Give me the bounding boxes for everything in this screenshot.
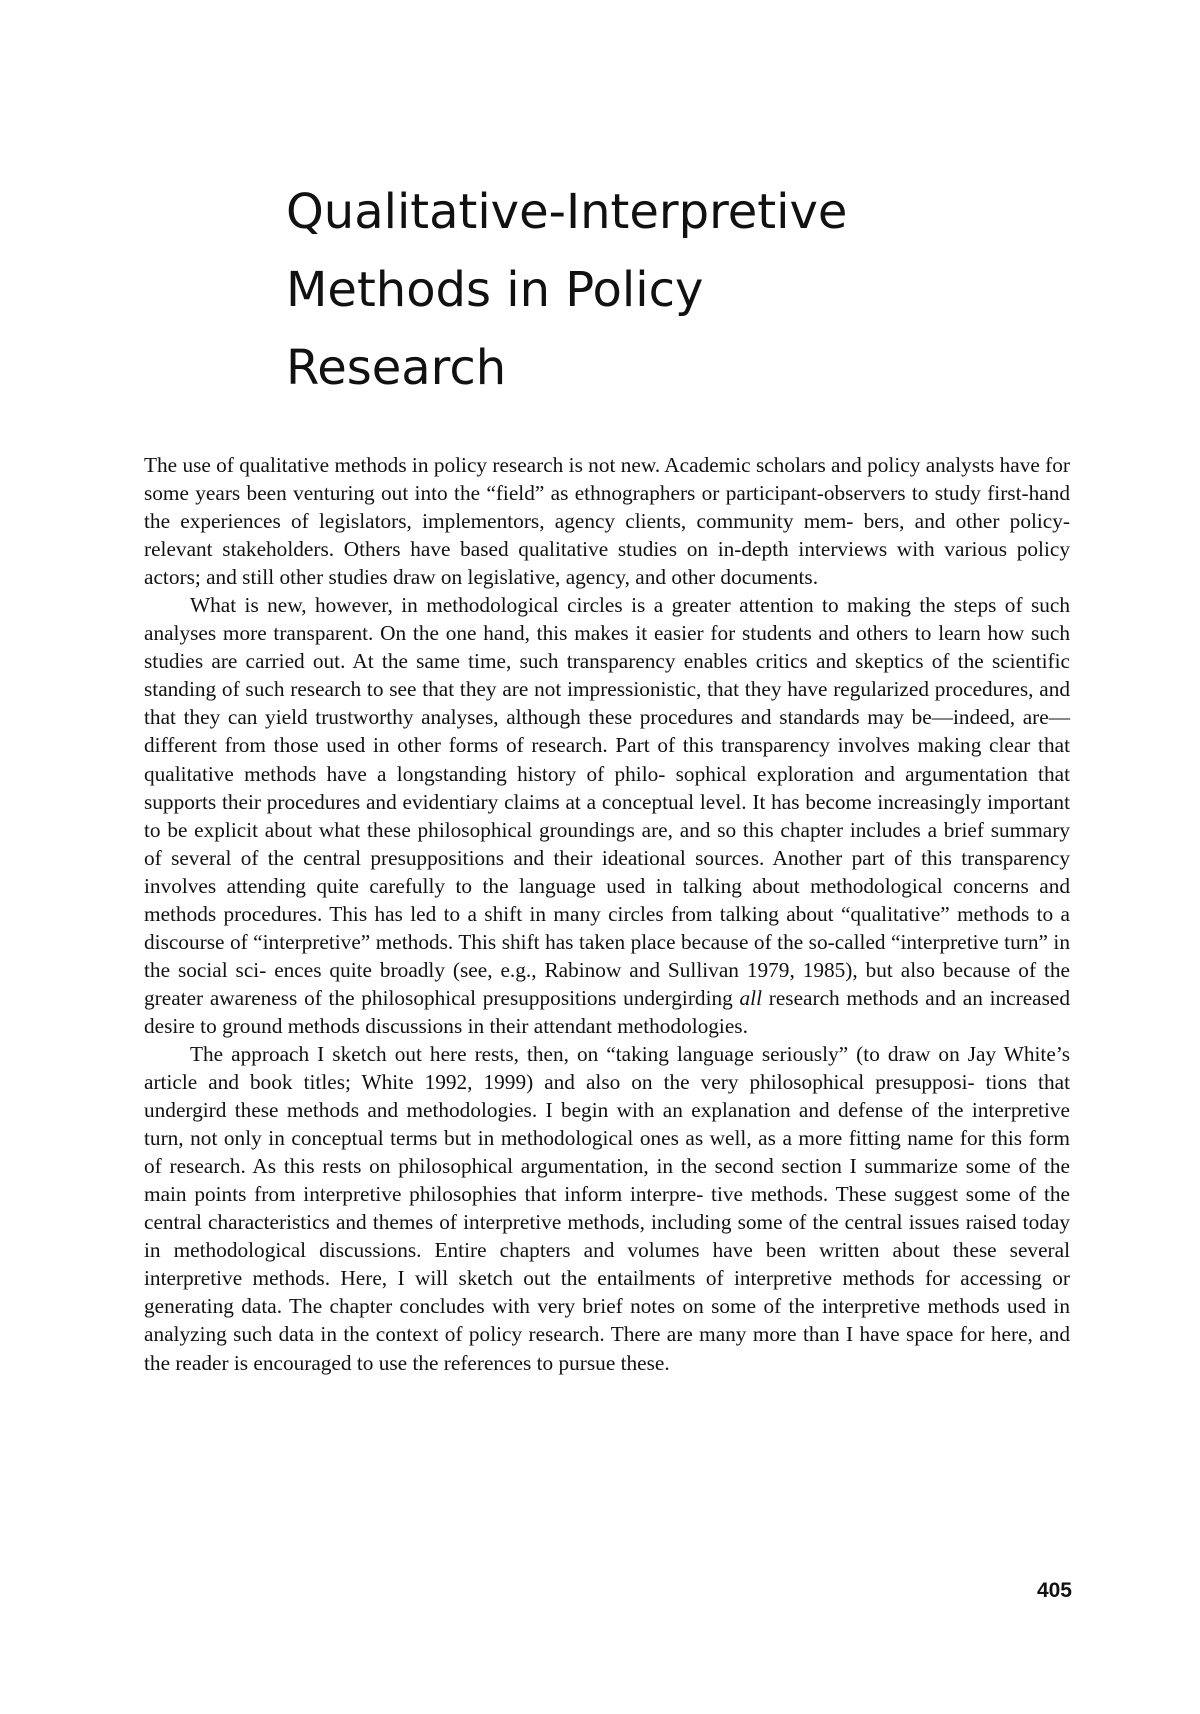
paragraph-2-text-end: research methods and an increased desire to ground methods discussions in their attendant methodologies.: [144, 985, 1070, 1038]
page-number: 405: [1036, 1579, 1072, 1602]
chapter-title-line-2: Methods in Policy: [286, 262, 704, 318]
paragraph-3: The approach I sketch out here rests, then, on “taking language seriously” (to draw on Jay White’s article and book titles; White 1992, 1999) and also on the very philosophical presupposi- tions that undergird these methods and methodologies. I begin with an explanation and defense of the interpretive turn, not only in conceptual terms but in methodological ones as well, as a more fitting name for this form of research. As this rests on philosophical argumentation, in the second section I summarize some of the main points from interpretive philosophies that inform interpre- tive methods. These suggest some of the central characteristics and themes of interpretive methods, including some of the central issues raised today in methodological discussions. Entire chapters and volumes have been written about these several interpretive methods. Here, I will sketch out the entailments of interpretive methods for accessing or generating data. The chapter concludes with very brief notes on some of the interpretive methods used in analyzing such data in the context of policy research. There are many more than I have space for here, and the reader is encouraged to use the references to pursue these.: [144, 1041, 1070, 1375]
paragraph-2: [144, 591, 1070, 1040]
chapter-title-line-3: Research: [286, 340, 507, 396]
paragraph-1: The use of qualitative methods in policy research is not new. Academic scholars and policy analysts have for some years been venturing out into the “field” as ethnographers or participant-observers to study first-hand the experiences of legislators, implementors, agency clients, community mem- bers, and other policy-relevant stakeholders. Others have based qualitative studies on in-depth interviews with various policy actors; and still other studies draw on legislative, agency, and other documents.: [144, 453, 1070, 590]
emphasis-all: all: [739, 985, 763, 1010]
paragraph-2-text-start: What is new, however, in methodological circles is a greater attention to making the steps of such analyses more transparent. On the one hand, this makes it easier for students and others to learn how such studies are carried out. At the same time, such transparency enables critics and skeptics of the scientific standing of such research to see that they are not impressionistic, that they have regularized procedures, and that they can yield trustworthy analyses, although these procedures and standards may be—indeed, are—different from those used in other forms of research. Part of this transparency involves making clear that qualitative methods have a longstanding history of philo- sophical exploration and argumentation that supports their procedures and evidentiary claims at a conceptual level. It has become increasingly important to be explicit about what these philosophical groundings are, and so this chapter includes a brief summary of several of the central presuppositions and their ideational sources. Another part of this transparency involves attending quite carefully to the language used in talking about methodological concerns and methods procedures. This has led to a shift in many circles from talking about “qualitative” methods to a discourse of “interpretive” methods. This shift has taken place because of the so-called “interpretive turn” in the social sci- ences quite broadly (see, e.g., Rabinow and Sullivan 1979, 1985), but also because of the greater awareness of the philosophical presuppositions undergirding: [144, 593, 1070, 1010]
chapter-body: [144, 451, 1070, 1377]
chapter-title: [286, 173, 986, 407]
chapter-title-line-1: Qualitative-Interpretive: [286, 184, 848, 240]
